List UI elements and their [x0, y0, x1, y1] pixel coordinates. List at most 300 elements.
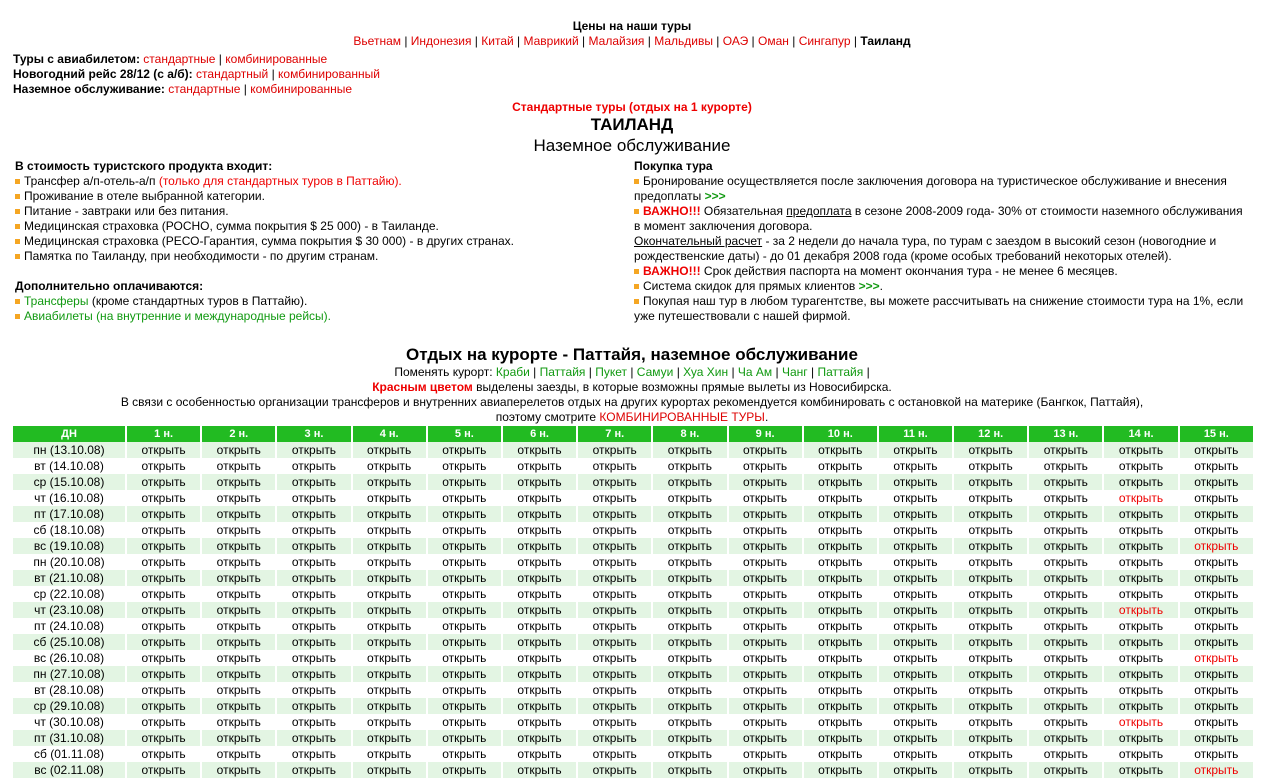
open-price-link[interactable]: открыть — [428, 570, 501, 586]
open-price-link[interactable]: открыть — [804, 666, 877, 682]
open-price-link[interactable]: открыть — [127, 538, 200, 554]
open-price-link[interactable]: открыть — [277, 746, 350, 762]
open-price-link[interactable]: открыть — [428, 730, 501, 746]
open-price-link[interactable]: открыть — [653, 554, 726, 570]
open-price-link[interactable]: открыть — [202, 762, 275, 778]
open-price-link[interactable]: открыть — [729, 618, 802, 634]
open-price-link[interactable]: открыть — [202, 650, 275, 666]
open-price-link[interactable]: открыть — [1029, 490, 1102, 506]
open-price-link[interactable]: открыть — [353, 442, 426, 458]
open-price-link[interactable]: открыть — [729, 506, 802, 522]
open-price-link[interactable]: открыть — [954, 538, 1027, 554]
open-price-link[interactable]: открыть — [1029, 442, 1102, 458]
open-price-link[interactable]: открыть — [1029, 586, 1102, 602]
open-price-link[interactable]: открыть — [503, 698, 576, 714]
open-price-link[interactable]: открыть — [127, 714, 200, 730]
open-price-link[interactable]: открыть — [1104, 586, 1177, 602]
open-price-link[interactable]: открыть — [879, 522, 952, 538]
open-price-link[interactable]: открыть — [277, 698, 350, 714]
open-price-link[interactable]: открыть — [202, 698, 275, 714]
open-price-link[interactable]: открыть — [127, 666, 200, 682]
open-price-link[interactable]: открыть — [353, 474, 426, 490]
open-price-link[interactable]: открыть — [127, 458, 200, 474]
open-price-link[interactable]: открыть — [653, 730, 726, 746]
open-price-link[interactable]: открыть — [578, 730, 651, 746]
open-price-link[interactable]: открыть — [1029, 698, 1102, 714]
open-price-link[interactable]: открыть — [653, 538, 726, 554]
open-price-link[interactable]: открыть — [879, 698, 952, 714]
open-price-link[interactable]: открыть — [1104, 490, 1177, 506]
open-price-link[interactable]: открыть — [653, 458, 726, 474]
open-price-link[interactable]: открыть — [804, 506, 877, 522]
open-price-link[interactable]: открыть — [879, 458, 952, 474]
open-price-link[interactable]: открыть — [503, 490, 576, 506]
open-price-link[interactable]: открыть — [503, 618, 576, 634]
open-price-link[interactable]: открыть — [804, 522, 877, 538]
open-price-link[interactable]: открыть — [653, 698, 726, 714]
open-price-link[interactable]: открыть — [428, 474, 501, 490]
open-price-link[interactable]: открыть — [202, 682, 275, 698]
open-price-link[interactable]: открыть — [277, 538, 350, 554]
open-price-link[interactable]: открыть — [578, 506, 651, 522]
open-price-link[interactable]: открыть — [277, 586, 350, 602]
open-price-link[interactable]: открыть — [1180, 538, 1253, 554]
open-price-link[interactable]: открыть — [127, 634, 200, 650]
open-price-link[interactable]: открыть — [1104, 650, 1177, 666]
open-price-link[interactable]: открыть — [578, 682, 651, 698]
open-price-link[interactable]: открыть — [277, 762, 350, 778]
open-price-link[interactable]: открыть — [1029, 554, 1102, 570]
open-price-link[interactable]: открыть — [277, 474, 350, 490]
open-price-link[interactable]: открыть — [879, 714, 952, 730]
open-price-link[interactable]: открыть — [879, 666, 952, 682]
open-price-link[interactable]: открыть — [1029, 730, 1102, 746]
open-price-link[interactable]: открыть — [578, 554, 651, 570]
resort-link[interactable]: Паттайя — [817, 365, 864, 379]
open-price-link[interactable]: открыть — [503, 730, 576, 746]
tour-type-link[interactable]: комбинированный — [278, 67, 380, 81]
open-price-link[interactable]: открыть — [428, 490, 501, 506]
open-price-link[interactable]: открыть — [578, 442, 651, 458]
open-price-link[interactable]: открыть — [127, 570, 200, 586]
open-price-link[interactable]: открыть — [578, 570, 651, 586]
open-price-link[interactable]: открыть — [653, 442, 726, 458]
open-price-link[interactable]: открыть — [202, 442, 275, 458]
open-price-link[interactable]: открыть — [1104, 570, 1177, 586]
open-price-link[interactable]: открыть — [578, 714, 651, 730]
open-price-link[interactable]: открыть — [353, 538, 426, 554]
open-price-link[interactable]: открыть — [804, 618, 877, 634]
resort-link[interactable]: Краби — [495, 365, 530, 379]
open-price-link[interactable]: открыть — [353, 554, 426, 570]
open-price-link[interactable]: открыть — [729, 458, 802, 474]
open-price-link[interactable]: открыть — [804, 602, 877, 618]
open-price-link[interactable]: открыть — [578, 522, 651, 538]
open-price-link[interactable]: открыть — [503, 650, 576, 666]
open-price-link[interactable]: открыть — [1180, 682, 1253, 698]
open-price-link[interactable]: открыть — [1180, 714, 1253, 730]
open-price-link[interactable]: открыть — [202, 618, 275, 634]
open-price-link[interactable]: открыть — [804, 746, 877, 762]
open-price-link[interactable]: открыть — [578, 538, 651, 554]
open-price-link[interactable]: открыть — [1104, 634, 1177, 650]
open-price-link[interactable]: открыть — [428, 746, 501, 762]
open-price-link[interactable]: открыть — [804, 698, 877, 714]
open-price-link[interactable]: открыть — [804, 458, 877, 474]
open-price-link[interactable]: открыть — [503, 506, 576, 522]
open-price-link[interactable]: открыть — [1104, 746, 1177, 762]
open-price-link[interactable]: открыть — [879, 586, 952, 602]
resort-link[interactable]: Пукет — [595, 365, 627, 379]
open-price-link[interactable]: открыть — [653, 746, 726, 762]
open-price-link[interactable]: открыть — [954, 490, 1027, 506]
open-price-link[interactable]: открыть — [1104, 554, 1177, 570]
open-price-link[interactable]: открыть — [428, 442, 501, 458]
resort-link[interactable]: Чанг — [781, 365, 808, 379]
open-price-link[interactable]: открыть — [277, 650, 350, 666]
open-price-link[interactable]: открыть — [1104, 618, 1177, 634]
open-price-link[interactable]: открыть — [503, 634, 576, 650]
open-price-link[interactable]: открыть — [503, 538, 576, 554]
country-link[interactable]: Вьетнам — [353, 34, 401, 48]
open-price-link[interactable]: открыть — [428, 650, 501, 666]
open-price-link[interactable]: открыть — [1029, 538, 1102, 554]
open-price-link[interactable]: открыть — [277, 634, 350, 650]
open-price-link[interactable]: открыть — [503, 570, 576, 586]
open-price-link[interactable]: открыть — [503, 442, 576, 458]
open-price-link[interactable]: открыть — [954, 746, 1027, 762]
open-price-link[interactable]: открыть — [127, 506, 200, 522]
open-price-link[interactable]: открыть — [277, 570, 350, 586]
open-price-link[interactable]: открыть — [202, 522, 275, 538]
open-price-link[interactable]: открыть — [954, 570, 1027, 586]
open-price-link[interactable]: открыть — [653, 762, 726, 778]
country-link[interactable]: Мальдивы — [654, 34, 713, 48]
open-price-link[interactable]: открыть — [202, 714, 275, 730]
open-price-link[interactable]: открыть — [729, 538, 802, 554]
open-price-link[interactable]: открыть — [428, 634, 501, 650]
tour-type-link[interactable]: стандартный — [196, 67, 269, 81]
open-price-link[interactable]: открыть — [1104, 682, 1177, 698]
open-price-link[interactable]: открыть — [1180, 618, 1253, 634]
open-price-link[interactable]: открыть — [578, 618, 651, 634]
open-price-link[interactable]: открыть — [653, 618, 726, 634]
open-price-link[interactable]: открыть — [954, 602, 1027, 618]
open-price-link[interactable]: открыть — [1180, 650, 1253, 666]
tour-type-link[interactable]: комбинированные — [250, 82, 353, 96]
open-price-link[interactable]: открыть — [202, 746, 275, 762]
open-price-link[interactable]: открыть — [954, 618, 1027, 634]
open-price-link[interactable]: открыть — [1180, 602, 1253, 618]
open-price-link[interactable]: открыть — [127, 442, 200, 458]
country-link[interactable]: Китай — [481, 34, 514, 48]
transfers-link[interactable]: Трансферы — [24, 294, 89, 308]
open-price-link[interactable]: открыть — [428, 714, 501, 730]
open-price-link[interactable]: открыть — [1180, 442, 1253, 458]
open-price-link[interactable]: открыть — [1029, 618, 1102, 634]
open-price-link[interactable]: открыть — [127, 490, 200, 506]
open-price-link[interactable]: открыть — [804, 730, 877, 746]
open-price-link[interactable]: открыть — [729, 650, 802, 666]
open-price-link[interactable]: открыть — [202, 474, 275, 490]
open-price-link[interactable]: открыть — [879, 618, 952, 634]
open-price-link[interactable]: открыть — [653, 714, 726, 730]
open-price-link[interactable]: открыть — [1104, 762, 1177, 778]
open-price-link[interactable]: открыть — [503, 474, 576, 490]
open-price-link[interactable]: открыть — [428, 538, 501, 554]
open-price-link[interactable]: открыть — [277, 666, 350, 682]
tour-type-link[interactable]: стандартные — [143, 52, 216, 66]
open-price-link[interactable]: открыть — [879, 570, 952, 586]
open-price-link[interactable]: открыть — [202, 490, 275, 506]
open-price-link[interactable]: открыть — [353, 602, 426, 618]
open-price-link[interactable]: открыть — [503, 682, 576, 698]
open-price-link[interactable]: открыть — [353, 586, 426, 602]
open-price-link[interactable]: открыть — [353, 570, 426, 586]
open-price-link[interactable]: открыть — [353, 650, 426, 666]
open-price-link[interactable]: открыть — [1029, 746, 1102, 762]
open-price-link[interactable]: открыть — [1029, 666, 1102, 682]
open-price-link[interactable]: открыть — [729, 570, 802, 586]
open-price-link[interactable]: открыть — [729, 698, 802, 714]
open-price-link[interactable]: открыть — [653, 474, 726, 490]
open-price-link[interactable]: открыть — [127, 650, 200, 666]
open-price-link[interactable]: открыть — [503, 522, 576, 538]
open-price-link[interactable]: открыть — [1104, 538, 1177, 554]
open-price-link[interactable]: открыть — [428, 762, 501, 778]
resort-link[interactable]: Паттайя — [539, 365, 586, 379]
open-price-link[interactable]: открыть — [127, 618, 200, 634]
open-price-link[interactable]: открыть — [804, 762, 877, 778]
combo-tours-link[interactable]: КОМБИНИРОВАННЫЕ ТУРЫ — [599, 410, 765, 424]
open-price-link[interactable]: открыть — [277, 730, 350, 746]
open-price-link[interactable]: открыть — [503, 746, 576, 762]
open-price-link[interactable]: открыть — [954, 682, 1027, 698]
open-price-link[interactable]: открыть — [1104, 666, 1177, 682]
open-price-link[interactable]: открыть — [804, 490, 877, 506]
tickets-link[interactable]: Авиабилеты (на внутренние и международные рейсы). — [24, 309, 332, 323]
open-price-link[interactable]: открыть — [202, 666, 275, 682]
open-price-link[interactable]: открыть — [804, 474, 877, 490]
open-price-link[interactable]: открыть — [202, 634, 275, 650]
open-price-link[interactable]: открыть — [202, 570, 275, 586]
open-price-link[interactable]: открыть — [879, 490, 952, 506]
open-price-link[interactable]: открыть — [202, 538, 275, 554]
country-link[interactable]: Оман — [758, 34, 789, 48]
open-price-link[interactable]: открыть — [1180, 490, 1253, 506]
open-price-link[interactable]: открыть — [578, 458, 651, 474]
open-price-link[interactable]: открыть — [127, 522, 200, 538]
open-price-link[interactable]: открыть — [879, 554, 952, 570]
open-price-link[interactable]: открыть — [1104, 506, 1177, 522]
open-price-link[interactable]: открыть — [954, 730, 1027, 746]
open-price-link[interactable]: открыть — [653, 586, 726, 602]
open-price-link[interactable]: открыть — [202, 458, 275, 474]
open-price-link[interactable]: открыть — [353, 714, 426, 730]
open-price-link[interactable]: открыть — [277, 506, 350, 522]
open-price-link[interactable]: открыть — [578, 762, 651, 778]
open-price-link[interactable]: открыть — [1029, 570, 1102, 586]
open-price-link[interactable]: открыть — [127, 698, 200, 714]
open-price-link[interactable]: открыть — [1180, 698, 1253, 714]
open-price-link[interactable]: открыть — [729, 586, 802, 602]
open-price-link[interactable]: открыть — [729, 442, 802, 458]
open-price-link[interactable]: открыть — [1180, 458, 1253, 474]
open-price-link[interactable]: открыть — [277, 602, 350, 618]
open-price-link[interactable]: открыть — [503, 586, 576, 602]
open-price-link[interactable]: открыть — [1104, 730, 1177, 746]
open-price-link[interactable]: открыть — [1180, 570, 1253, 586]
open-price-link[interactable]: открыть — [578, 474, 651, 490]
open-price-link[interactable]: открыть — [653, 650, 726, 666]
open-price-link[interactable]: открыть — [202, 730, 275, 746]
open-price-link[interactable]: открыть — [503, 666, 576, 682]
open-price-link[interactable]: открыть — [954, 714, 1027, 730]
country-link[interactable]: Малайзия — [588, 34, 645, 48]
open-price-link[interactable]: открыть — [804, 570, 877, 586]
open-price-link[interactable]: открыть — [1029, 682, 1102, 698]
open-price-link[interactable]: открыть — [729, 554, 802, 570]
open-price-link[interactable]: открыть — [653, 570, 726, 586]
open-price-link[interactable]: открыть — [353, 522, 426, 538]
open-price-link[interactable]: открыть — [277, 442, 350, 458]
open-price-link[interactable]: открыть — [879, 730, 952, 746]
open-price-link[interactable]: открыть — [503, 714, 576, 730]
open-price-link[interactable]: открыть — [1029, 458, 1102, 474]
open-price-link[interactable]: открыть — [729, 714, 802, 730]
open-price-link[interactable]: открыть — [127, 730, 200, 746]
open-price-link[interactable]: открыть — [578, 602, 651, 618]
open-price-link[interactable]: открыть — [578, 586, 651, 602]
open-price-link[interactable]: открыть — [127, 554, 200, 570]
country-link[interactable]: ОАЭ — [722, 34, 749, 48]
open-price-link[interactable]: открыть — [277, 458, 350, 474]
open-price-link[interactable]: открыть — [804, 682, 877, 698]
open-price-link[interactable]: открыть — [353, 506, 426, 522]
open-price-link[interactable]: открыть — [202, 554, 275, 570]
open-price-link[interactable]: открыть — [954, 522, 1027, 538]
open-price-link[interactable]: открыть — [127, 586, 200, 602]
open-price-link[interactable]: открыть — [729, 762, 802, 778]
open-price-link[interactable]: открыть — [1029, 522, 1102, 538]
open-price-link[interactable]: открыть — [729, 490, 802, 506]
open-price-link[interactable]: открыть — [428, 618, 501, 634]
open-price-link[interactable]: открыть — [1104, 714, 1177, 730]
open-price-link[interactable]: открыть — [653, 682, 726, 698]
tour-type-link[interactable]: комбинированные — [225, 52, 328, 66]
open-price-link[interactable]: открыть — [578, 650, 651, 666]
open-price-link[interactable]: открыть — [428, 506, 501, 522]
open-price-link[interactable]: открыть — [578, 634, 651, 650]
open-price-link[interactable]: открыть — [127, 474, 200, 490]
open-price-link[interactable]: открыть — [127, 746, 200, 762]
open-price-link[interactable]: открыть — [879, 762, 952, 778]
tour-type-link[interactable]: стандартные — [168, 82, 241, 96]
open-price-link[interactable]: открыть — [277, 682, 350, 698]
open-price-link[interactable]: открыть — [954, 474, 1027, 490]
open-price-link[interactable]: открыть — [729, 474, 802, 490]
open-price-link[interactable]: открыть — [277, 618, 350, 634]
open-price-link[interactable]: открыть — [578, 666, 651, 682]
open-price-link[interactable]: открыть — [804, 634, 877, 650]
open-price-link[interactable]: открыть — [353, 458, 426, 474]
open-price-link[interactable]: открыть — [954, 458, 1027, 474]
open-price-link[interactable]: открыть — [954, 650, 1027, 666]
open-price-link[interactable]: открыть — [804, 650, 877, 666]
open-price-link[interactable]: открыть — [879, 442, 952, 458]
open-price-link[interactable]: открыть — [353, 762, 426, 778]
open-price-link[interactable]: открыть — [1104, 474, 1177, 490]
open-price-link[interactable]: открыть — [954, 762, 1027, 778]
open-price-link[interactable]: открыть — [804, 538, 877, 554]
open-price-link[interactable]: открыть — [578, 490, 651, 506]
open-price-link[interactable]: открыть — [653, 634, 726, 650]
open-price-link[interactable]: открыть — [127, 602, 200, 618]
open-price-link[interactable]: открыть — [1180, 730, 1253, 746]
resort-link[interactable]: Ча Ам — [737, 365, 773, 379]
open-price-link[interactable]: открыть — [804, 554, 877, 570]
open-price-link[interactable]: открыть — [428, 698, 501, 714]
open-price-link[interactable]: открыть — [428, 458, 501, 474]
open-price-link[interactable]: открыть — [954, 698, 1027, 714]
open-price-link[interactable]: открыть — [202, 506, 275, 522]
open-price-link[interactable]: открыть — [353, 618, 426, 634]
open-price-link[interactable]: открыть — [954, 506, 1027, 522]
open-price-link[interactable]: открыть — [1104, 442, 1177, 458]
open-price-link[interactable]: открыть — [503, 602, 576, 618]
open-price-link[interactable]: открыть — [503, 554, 576, 570]
open-price-link[interactable]: открыть — [729, 730, 802, 746]
open-price-link[interactable]: открыть — [428, 666, 501, 682]
open-price-link[interactable]: открыть — [428, 554, 501, 570]
open-price-link[interactable]: открыть — [127, 682, 200, 698]
open-price-link[interactable]: открыть — [1180, 506, 1253, 522]
open-price-link[interactable]: открыть — [202, 586, 275, 602]
prepayment-more-link[interactable]: >>> — [704, 189, 726, 203]
open-price-link[interactable]: открыть — [127, 762, 200, 778]
open-price-link[interactable]: открыть — [353, 698, 426, 714]
open-price-link[interactable]: открыть — [353, 746, 426, 762]
resort-link[interactable]: Хуа Хин — [683, 365, 729, 379]
open-price-link[interactable]: открыть — [428, 522, 501, 538]
open-price-link[interactable]: открыть — [1180, 474, 1253, 490]
open-price-link[interactable]: открыть — [729, 746, 802, 762]
open-price-link[interactable]: открыть — [1180, 522, 1253, 538]
open-price-link[interactable]: открыть — [353, 682, 426, 698]
open-price-link[interactable]: открыть — [1029, 474, 1102, 490]
open-price-link[interactable]: открыть — [1180, 586, 1253, 602]
open-price-link[interactable]: открыть — [1029, 506, 1102, 522]
open-price-link[interactable]: открыть — [353, 730, 426, 746]
open-price-link[interactable]: открыть — [1029, 714, 1102, 730]
open-price-link[interactable]: открыть — [954, 442, 1027, 458]
open-price-link[interactable]: открыть — [653, 602, 726, 618]
open-price-link[interactable]: открыть — [729, 522, 802, 538]
open-price-link[interactable]: открыть — [1180, 634, 1253, 650]
open-price-link[interactable]: открыть — [879, 506, 952, 522]
open-price-link[interactable]: открыть — [804, 442, 877, 458]
open-price-link[interactable]: открыть — [1180, 554, 1253, 570]
open-price-link[interactable]: открыть — [1104, 458, 1177, 474]
open-price-link[interactable]: открыть — [879, 682, 952, 698]
open-price-link[interactable]: открыть — [879, 538, 952, 554]
open-price-link[interactable]: открыть — [879, 746, 952, 762]
open-price-link[interactable]: открыть — [428, 682, 501, 698]
open-price-link[interactable]: открыть — [653, 522, 726, 538]
open-price-link[interactable]: открыть — [1180, 762, 1253, 778]
resort-link[interactable]: Самуи — [636, 365, 674, 379]
country-link[interactable]: Сингапур — [798, 34, 851, 48]
